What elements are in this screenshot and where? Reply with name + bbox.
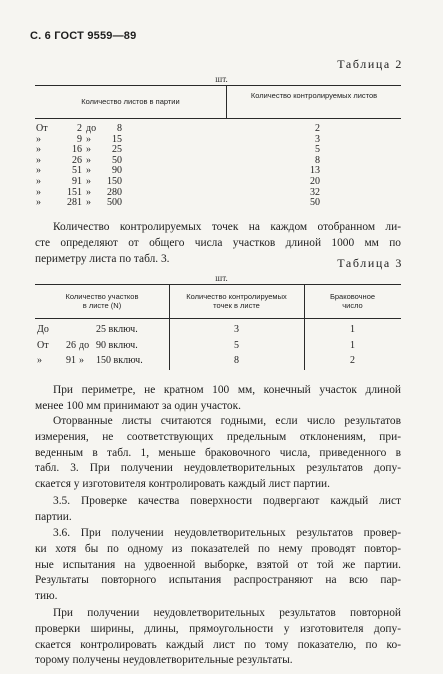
text-line: проверки ширины, длины, прямоугольности у изготовителя допу- (35, 622, 401, 635)
table3-cell-reject: 1 (350, 324, 355, 335)
header-line: точек в листе (213, 301, 260, 310)
text-line: ные испытания на удвоенной выборке, взятой от той же партии. (35, 558, 401, 571)
table2-cell-from: 2 (77, 123, 82, 134)
table2-cell-sep: » (86, 133, 91, 145)
text-line: табл. 3. При получении неудовлетворительных результатов допу- (35, 462, 401, 475)
table3-cell-from: 91 (66, 355, 76, 366)
page-header: С. 6 ГОСТ 9559—89 (30, 30, 137, 42)
text-line: Оторванные листы считаются годными, если число результатов (53, 415, 401, 427)
table3-cell-points: 3 (234, 324, 239, 335)
table3-top-rule (35, 284, 401, 285)
table2-cell-sep: » (86, 165, 91, 177)
table2-cell-sep: » (86, 197, 91, 209)
table2-cell-prefix: » (36, 133, 41, 145)
table2-cell-prefix: » (36, 165, 41, 177)
table2-cell-value: 5 (315, 144, 320, 156)
table3-cell-reject: 1 (350, 339, 355, 351)
text-line: менее 100 мм принимают за один участок. (35, 399, 242, 412)
table2-caption: Таблица 2 (337, 57, 403, 71)
paragraph-repeat-check (35, 606, 401, 669)
table2-cell-sep: до (86, 123, 97, 134)
table2-cell-value: 8 (315, 154, 320, 166)
table3-cell-sep: » (79, 355, 84, 366)
table2-cell-from: 26 (72, 154, 82, 166)
table3-cell-to: 150 включ. (96, 355, 143, 366)
table3-cell-points: 5 (234, 339, 239, 351)
header-line: в листе (N) (82, 301, 122, 310)
table3-cell-sep: до (79, 339, 90, 351)
table2-cell-prefix: » (36, 197, 41, 209)
header-line: число (342, 301, 363, 310)
table2-column-divider (226, 85, 227, 118)
table2-cell-from: 281 (67, 197, 82, 209)
table2-cell-prefix: » (36, 144, 41, 156)
table2-cell-value: 13 (310, 165, 320, 177)
text-line: При периметре, не кратном 100 мм, конечный участок длиной (53, 384, 401, 396)
table2-cell-sep: » (86, 154, 91, 166)
table2-cell-prefix: » (36, 154, 41, 166)
table3-cell-from: 26 (66, 339, 76, 351)
table2-cell-from: 151 (67, 186, 82, 198)
text-line: Результаты повторного испытания распространяют на всю пар- (35, 574, 401, 587)
table2-cell-value: 3 (315, 133, 320, 145)
table3-cell-prefix: » (37, 355, 42, 366)
text-line: периметру листа по табл. 3. (35, 252, 170, 265)
text-line: партии. (35, 510, 72, 523)
table2-cell-value: 50 (310, 197, 320, 209)
table2-cell-to: 8 (117, 123, 122, 134)
table2-col2-header: Количество контролируемых листов (250, 91, 378, 100)
table2-col1-header: Количество листов в партии (81, 97, 180, 106)
text-line: ки хотя бы по одному из показателей по нему проводят повтор- (35, 542, 401, 555)
table2-cell-to: 15 (112, 133, 122, 145)
table3-col3-header (304, 292, 401, 310)
table2-cell-to: 50 (112, 154, 122, 166)
table2-cell-value: 32 (310, 186, 320, 198)
table3-header-rule (35, 318, 401, 319)
table2-cell-sep: » (86, 186, 91, 198)
table2-cell-to: 500 (107, 197, 122, 209)
text-line: Количество контролируемых точек на каждом отобранном ли- (53, 221, 401, 233)
table3-col2-header (169, 292, 304, 310)
header-line: Количество контролируемых (186, 292, 287, 301)
table2-cell-value: 20 (310, 176, 320, 187)
table2-cell-to: 150 (107, 176, 122, 187)
paragraph-3-6 (35, 526, 401, 605)
text-line: измерения, не соответствующих предельным отклонениям, при- (35, 430, 401, 443)
text-line: веденным в табл. 1, меньше браковочного числа, приведенного в (35, 446, 401, 459)
table3-cell-prefix: От (37, 339, 49, 351)
table2-cell-sep: » (86, 176, 91, 187)
table3-cell-to: 90 включ. (96, 339, 138, 351)
table2-cell-value: 2 (315, 123, 320, 134)
text-line: торому получены неудовлетворительные результаты. (35, 654, 293, 667)
text-line: 3.6. При получении неудовлетворительных результатов провер- (53, 527, 401, 539)
text-line: 3.5. Проверке качества поверхности подвергают каждый лист (53, 495, 401, 507)
table2-cell-to: 25 (112, 144, 122, 156)
table3-unit: шт. (215, 273, 228, 283)
table2-cell-to: 280 (107, 186, 122, 198)
text-line: скается у изготовителя контролировать каждый лист партии. (35, 478, 330, 491)
header-line: Браковочное (329, 292, 376, 301)
table2-cell-from: 51 (72, 165, 82, 177)
table2-cell-prefix: » (36, 186, 41, 198)
text-line: тию. (35, 590, 58, 603)
table2-cell-prefix: » (36, 176, 41, 187)
table2-cell-prefix: От (36, 123, 48, 134)
table2-cell-sep: » (86, 144, 91, 156)
table2-cell-from: 9 (77, 133, 82, 145)
text-line: При получении неудовлетворительных результатов повторной (53, 607, 401, 619)
table2-cell-from: 16 (72, 144, 82, 156)
table2-cell-from: 91 (72, 176, 82, 187)
header-line: Количество участков (65, 292, 139, 301)
table2-unit: шт. (215, 74, 228, 84)
table3-col1-header (35, 292, 169, 310)
paragraph-torn-sheets (35, 414, 401, 493)
table3-caption: Таблица 3 (337, 256, 403, 270)
table2-header-rule (35, 118, 401, 119)
table2-cell-to: 90 (112, 165, 122, 177)
paragraph-perimeter (35, 383, 401, 415)
table3-cell-reject: 2 (350, 355, 355, 366)
table3-cell-to: 25 включ. (96, 324, 138, 335)
text-line: сте определяют от общего числа участков длиной 1000 мм по (35, 236, 401, 249)
text-line: скается контролировать каждый лист по тому показателю, по ко- (35, 638, 401, 651)
table3-cell-points: 8 (234, 355, 239, 366)
table3-cell-prefix: До (37, 324, 49, 335)
table2-top-rule (35, 85, 401, 86)
paragraph-3-5 (35, 494, 401, 526)
